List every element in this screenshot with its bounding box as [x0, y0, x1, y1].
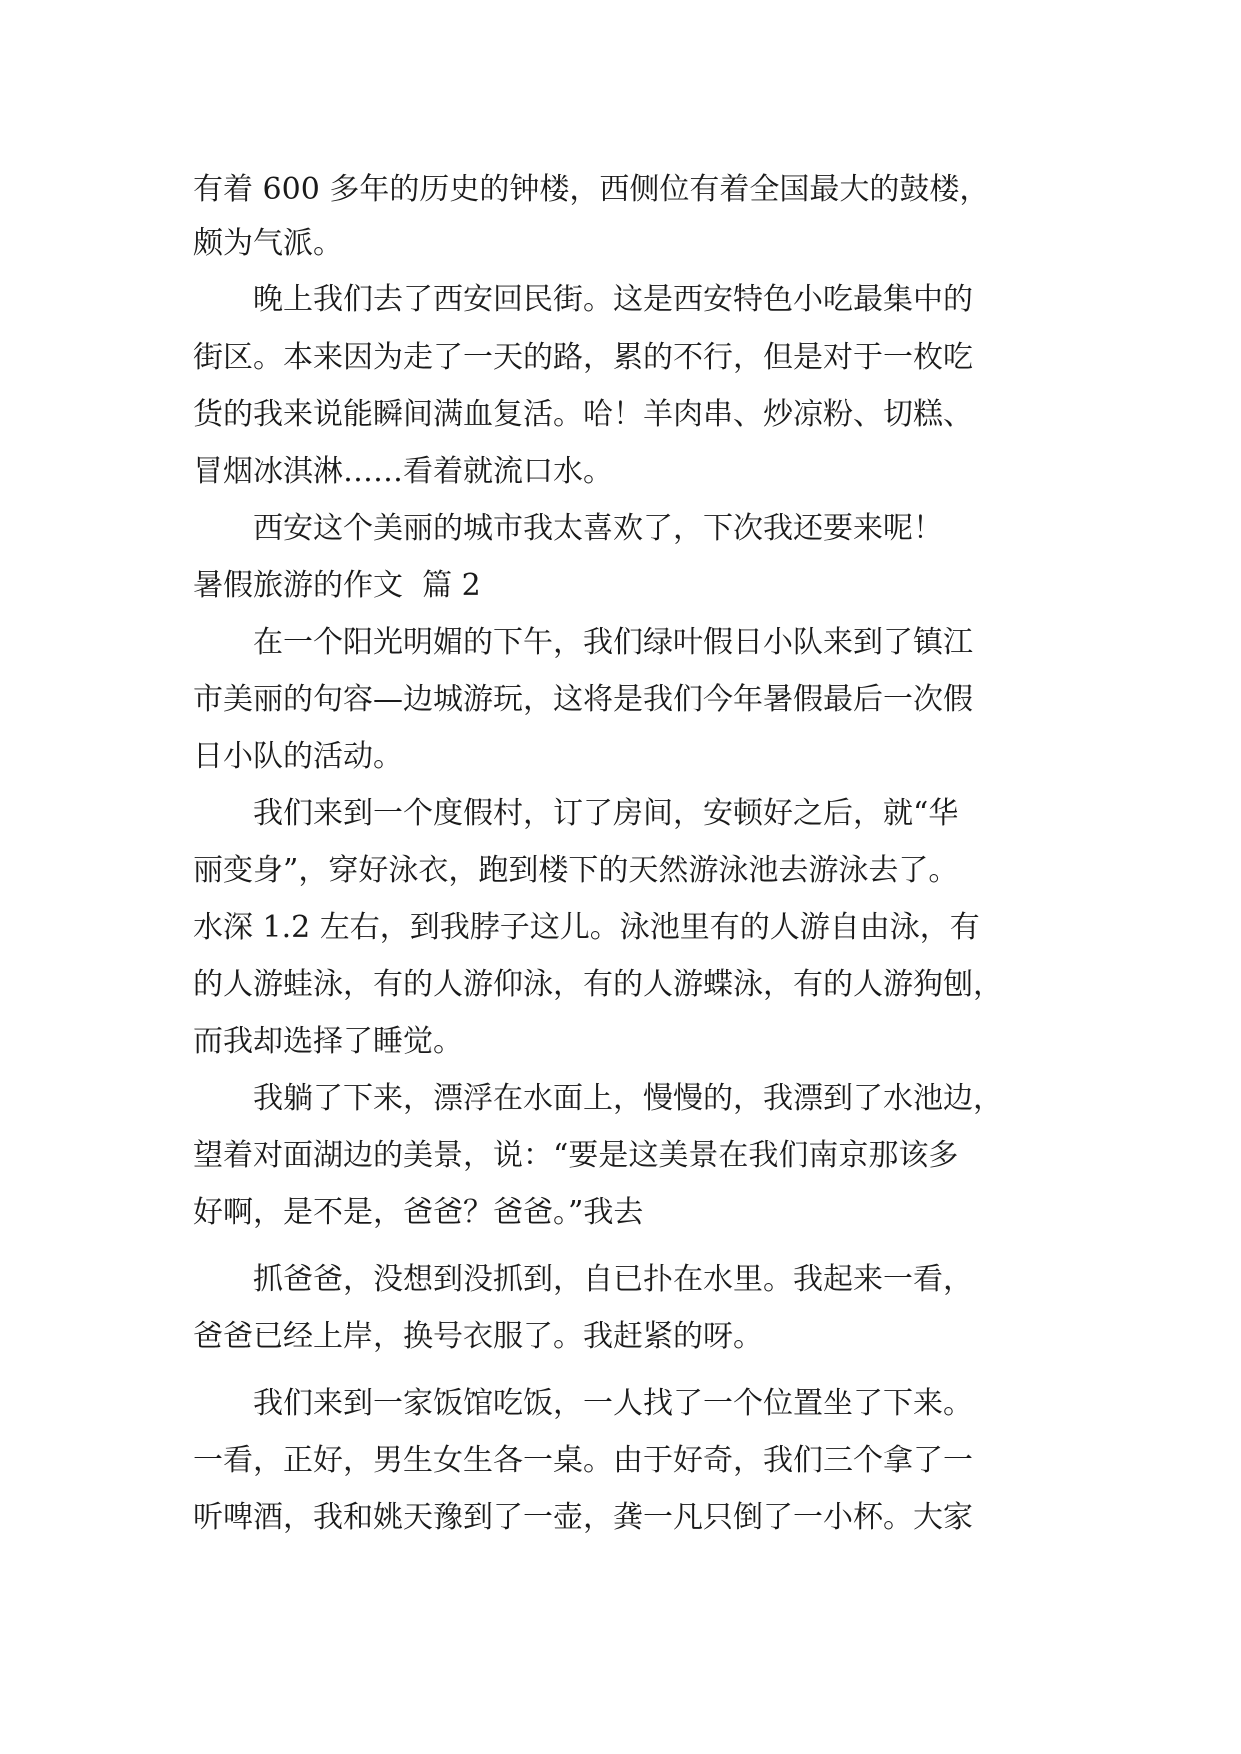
text-line: 我们来到一家饭馆吃饭，一人找了一个位置坐了下来。: [193, 1386, 973, 1421]
text-line: 好啊，是不是，爸爸？爸爸。”我去: [193, 1195, 644, 1230]
text-line: 街区。本来因为走了一天的路，累的不行，但是对于一枚吃: [193, 340, 973, 375]
text-line: 市美丽的句容—边城游玩，这将是我们今年暑假最后一次假: [193, 682, 973, 717]
text-line: 丽变身”，穿好泳衣，跑到楼下的天然游泳池去游泳去了。: [193, 853, 959, 888]
text-line: 冒烟冰淇淋……看着就流口水。: [193, 454, 613, 489]
text-line: 货的我来说能瞬间满血复活。哈！羊肉串、炒凉粉、切糕、: [193, 397, 973, 432]
text-line: 的人游蛙泳，有的人游仰泳，有的人游蝶泳，有的人游狗刨，: [193, 967, 1003, 1002]
text-line: 颇为气派。: [193, 226, 343, 261]
text-line: 而我却选择了睡觉。: [193, 1024, 463, 1059]
text-line: 晚上我们去了西安回民街。这是西安特色小吃最集中的: [193, 282, 973, 317]
text-line: 抓爸爸，没想到没抓到，自已扑在水里。我起来一看，: [193, 1262, 973, 1297]
text-line: 水深 1.2 左右，到我脖子这儿。泳池里有的人游自由泳，有: [193, 910, 980, 945]
text-line: 爸爸已经上岸，换号衣服了。我赶紧的呀。: [193, 1319, 763, 1354]
text-line: 在一个阳光明媚的下午，我们绿叶假日小队来到了镇江: [193, 625, 973, 660]
text-line: 一看，正好，男生女生各一桌。由于好奇，我们三个拿了一: [193, 1443, 973, 1478]
text-line: 日小队的活动。: [193, 739, 403, 774]
text-line: 我躺了下来，漂浮在水面上，慢慢的，我漂到了水池边，: [193, 1081, 1003, 1116]
text-line: 有着 600 多年的历史的钟楼，西侧位有着全国最大的鼓楼，: [193, 172, 990, 207]
text-line: 望着对面湖边的美景，说：“要是这美景在我们南京那该多: [193, 1138, 959, 1173]
text-line: 西安这个美丽的城市我太喜欢了，下次我还要来呢！: [193, 511, 943, 546]
section-heading: 暑假旅游的作文 篇 2: [193, 568, 481, 603]
text-line: 听啤酒，我和姚天豫到了一壶，龚一凡只倒了一小杯。大家: [193, 1500, 973, 1535]
text-line: 我们来到一个度假村，订了房间，安顿好之后，就“华: [193, 796, 959, 831]
